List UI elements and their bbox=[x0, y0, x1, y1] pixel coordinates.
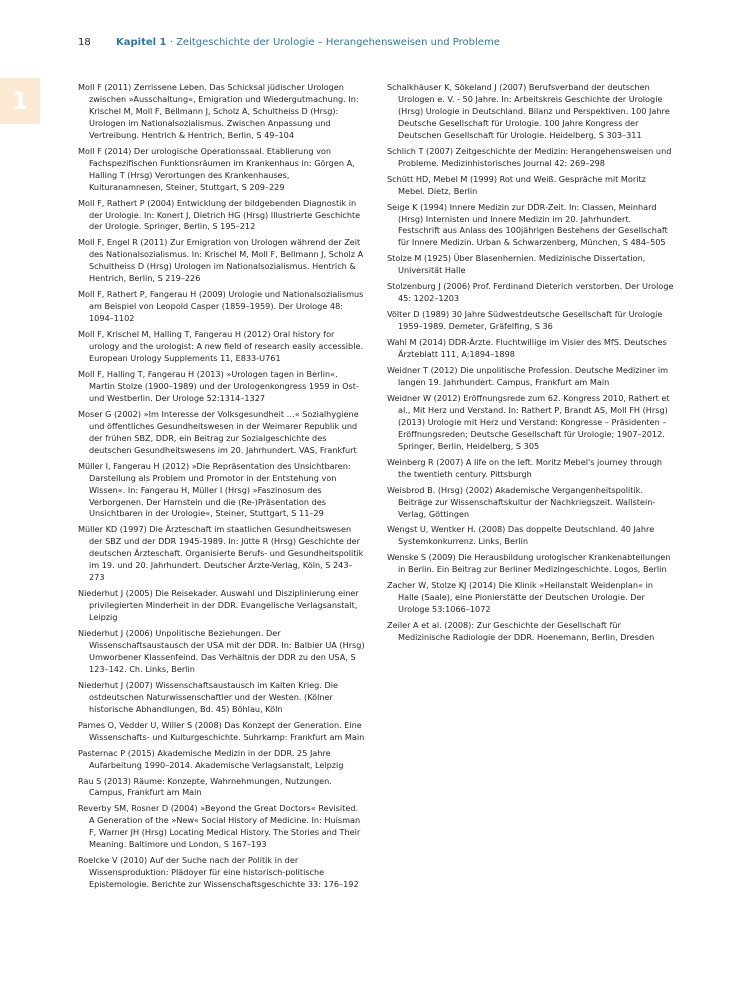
reference-entry: Wengst U, Wentker H. (2008) Das doppelte Deutschland. 40 Jahre Systemkonkurrenz. Links, Berlin bbox=[387, 524, 655, 547]
chapter-tab: 1 bbox=[0, 78, 40, 124]
reference-entry: Moll F (2014) Der urologische Operationssaal. Etablierung von Fachspezifischen Funktionsräumen im Krankenhaus in: Görgen A, Halling T (Hrsg) Verortungen des Krankenhauses, Kulturanamnesen, Steiner, Stuttgart, S 209–229 bbox=[78, 145, 355, 192]
reference-entry: Moll F, Engel R (2011) Zur Emigration von Urologen während der Zeit des Nationalsozialismus. In: Krischel M, Moll F, Bellmann J, Scholz A Schultheiss D (Hrsg) Urologen im Nationalsozialismus. Hentrich & Hentrich, Berlin, S 219–226 bbox=[78, 237, 364, 284]
reference-entry: Rau S (2013) Räume: Konzepte, Wahrnehmungen, Nutzungen. Campus, Frankfurt am Main bbox=[78, 775, 332, 798]
reference-entry: Müller KD (1997) Die Ärzteschaft im staatlichen Gesundheitswesen der SBZ und der DDR 1945-1989. In: Jütte R (Hrsg) Geschichte der deutschen Ärzteschaft. Organisierte Berufs- und Gesundheitspolitik im 19. und 20. Jahrhundert. Deutscher Ärzte-Verlag, Köln, S 243–273 bbox=[78, 524, 364, 583]
reference-entry: Wenske S (2009) Die Herausbildung urologischer Krankenabteilungen in Berlin. Ein Beitrag zur Berliner Medizingeschichte. Logos, Berlin bbox=[387, 552, 671, 575]
reference-entry: Moll F, Krischel M, Halling T, Fangerau H (2012) Oral history for urology and the urologist: A new field of research easily accessible. European Urology Supplements 11, E833-U761 bbox=[78, 329, 364, 364]
running-head bbox=[116, 37, 500, 48]
reference-entry: Stolze M (1925) Über Blasenhernien. Medizinische Dissertation, Universität Halle bbox=[387, 253, 646, 276]
reference-entry: Moser G (2002) »Im Interesse der Volksgesundheit …« Sozialhygiene und öffentliches Gesundheitswesen in der Weimarer Republik und der frühen SBZ, DDR, ein Beitrag zur Sozialgeschichte des deutschen Gesundheitswesens im 20. Jahrhundert. VAS, Frankfurt bbox=[78, 408, 359, 455]
reference-entry: Moll F, Halling T, Fangerau H (2013) »Urologen tagen in Berlin«. Martin Stolze (1900–1989) und der Urologenkongress 1959 in Ost- und Westberlin. Der Urologe 52:1314–1327 bbox=[78, 368, 359, 403]
reference-entry: Seige K (1994) Innere Medizin zur DDR-Zeit. In: Classen, Meinhard (Hrsg) Internisten und Innere Medizin im 20. Jahrhundert. Festschrift aus Anlass des 100jährigen Bestehens der Gesellschaft für Innere Medizin. Urban & Schwarzenberg, München, S 484–505 bbox=[387, 201, 668, 248]
chapter-label: Kapitel 1 bbox=[116, 37, 167, 48]
reference-entry: Roelcke V (2010) Auf der Suche nach der Politik in der Wissensproduktion: Plädoyer für eine historisch-politische Epistemologie. Berichte zur Wissenschaftsgeschichte 33: 176–192 bbox=[78, 855, 359, 890]
reference-entry: Schlich T (2007) Zeitgeschichte der Medizin: Herangehensweisen und Probleme. Medizinhistorisches Journal 42: 269–298 bbox=[387, 145, 672, 168]
reference-entry: Stolzenburg J (2006) Prof. Ferdinand Dieterich verstorben. Der Urologe 45: 1202–1203 bbox=[387, 281, 674, 304]
reference-entry: Weisbrod B. (Hrsg) (2002) Akademische Vergangenheitspolitik. Beiträge zur Wissenschaftskultur der Nachkriegszeit. Wallstein-Verlag, Göttingen bbox=[387, 484, 656, 519]
chapter-title: Zeitgeschichte der Urologie – Herangehensweisen und Probleme bbox=[176, 37, 500, 48]
reference-entry: Niederhut J (2005) Die Reisekader. Auswahl und Disziplinierung einer privilegierten Minderheit in der DDR. Evangelische Verlagsanstalt, Leipzig bbox=[78, 588, 359, 623]
reference-entry: Niederhut J (2006) Unpolitische Beziehungen. Der Wissenschaftsaustausch der USA mit der DDR. In: Balbier UA (Hrsg) Umworbener Klassenfeind. Das Verhältnis der DDR zu den USA, S 123–142. Ch. Links, Berlin bbox=[78, 628, 365, 674]
page-number: 18 bbox=[78, 37, 91, 48]
running-head-separator: · bbox=[166, 37, 177, 48]
reference-column-right bbox=[387, 82, 675, 648]
reference-column-left bbox=[78, 82, 366, 895]
reference-entry: Moll F, Rathert P (2004) Entwicklung der bildgebenden Diagnostik in der Urologie. In: Konert J, Dietrich HG (Hrsg) Illustrierte Geschichte der Urologie. Springer, Berlin, S 195–212 bbox=[78, 197, 361, 232]
reference-entry: Moll F, Rathert P, Fangerau H (2009) Urologie und Nationalsozialismus am Beispiel von Leopold Casper (1859–1959). Der Urologe 48: 1094–1102 bbox=[78, 289, 364, 324]
reference-entry: Schütt HD, Mebel M (1999) Rot und Weiß. Gespräche mit Moritz Mebel. Dietz, Berlin bbox=[387, 173, 646, 196]
reference-entry: Zeiler A et al. (2008): Zur Geschichte der Gesellschaft für Medizinische Radiologie der DDR. Hoenemann, Berlin, Dresden bbox=[387, 620, 655, 643]
reference-entry: Völter D (1989) 30 Jahre Südwestdeutsche Gesellschaft für Urologie 1959–1989. Demeter, Gräfelfing, S 36 bbox=[387, 309, 663, 332]
reference-entry: Pasternac P (2015) Akademische Medizin in der DDR. 25 Jahre Aufarbeitung 1990–2014. Akademische Verlagsanstalt, Leipzig bbox=[78, 747, 344, 770]
reference-entry: Parnes O, Vedder U, Willer S (2008) Das Konzept der Generation. Eine Wissenschafts- und Kulturgeschichte. Suhrkamp: Frankfurt am Main bbox=[78, 719, 365, 742]
reference-entry: Wahl M (2014) DDR-Ärzte. Fluchtwillige im Visier des MfS. Deutsches Ärzteblatt 111, A:1894–1898 bbox=[387, 337, 667, 360]
reference-entry: Zacher W, Stolze KJ (2014) Die Klinik »Heilanstalt Weidenplan« in Halle (Saale), eine Pionierstätte der Deutschen Urologie. Der Urologe 53:1066–1072 bbox=[387, 580, 654, 615]
reference-entry: Weidner T (2012) Die unpolitische Profession. Deutsche Mediziner im langen 19. Jahrhundert. Campus, Frankfurt am Main bbox=[387, 365, 669, 387]
reference-entry: Moll F (2011) Zerrissene Leben. Das Schicksal jüdischer Urologen zwischen »Ausschaltung«, Emigration und Wiedergutmachung. In: Krischel M, Moll F, Bellmann J, Scholz A, Schultheiss D (Hrsg): Urologen im Nationalsozialismus. Zwischen Anpassung und Vertreibung. Hentrich & Hentrich, Berlin, S 49–104 bbox=[78, 82, 359, 140]
reference-entry: Reverby SM, Rosner D (2004) »Beyond the Great Doctors« Revisited. A Generation of the »New« Social History of Medicine. In: Huisman F, Warner JH (Hrsg) Locating Medical History. The Stories and Their Meaning. Baltimore und London, S 167–193 bbox=[78, 803, 361, 850]
reference-entry: Weinberg R (2007) A life on the left. Moritz Mebel's journey through the twentieth century. Pittsburgh bbox=[387, 456, 663, 479]
reference-entry: Müller I, Fangerau H (2012) »Die Repräsentation des Unsichtbaren: Darstellung als Problem und Promotor in der Entstehung von Wissen«. In: Fangerau H, Müller I (Hrsg) »Faszinosum des Verborgenen. Der Harnstein und die (Re-)Präsentation des Unsichtbaren in der Urologie«, Steiner, Stuttgart, S 11–29 bbox=[78, 460, 351, 519]
reference-entry: Niederhut J (2007) Wissenschaftsaustausch im Kalten Krieg. Die ostdeutschen Naturwissenschaftler und der Westen. (Kölner historische Abhandlungen, Bd. 45) Böhlau, Köln bbox=[78, 679, 338, 714]
reference-entry: Schalkhäuser K, Sökeland J (2007) Berufsverband der deutschen Urologen e. V. - 50 Jahre. In: Arbeitskreis Geschichte der Urologie (Hrsg) Urologie in Deutschland. Bilanz und Perspektiven. 100 Jahre Deutsche Gesellschaft für Urologie. 100 Jahre Kongress der Deutschen Gesellschaft für Urologie. Heidelberg, S 303–311 bbox=[387, 82, 670, 140]
reference-entry: Weidner W (2012) Eröffnungsrede zum 62. Kongress 2010, Rathert et al., Mit Herz und Verstand. In: Rathert P, Brandt AS, Moll FH (Hrsg) (2013) Urologie mit Herz und Verstand: Kongresse – Präsidenten – Eröffnungsreden; Deutsche Gesellschaft für Urologie; 1907–2012. Springer, Berlin, Heidelberg, S 305 bbox=[387, 392, 670, 451]
